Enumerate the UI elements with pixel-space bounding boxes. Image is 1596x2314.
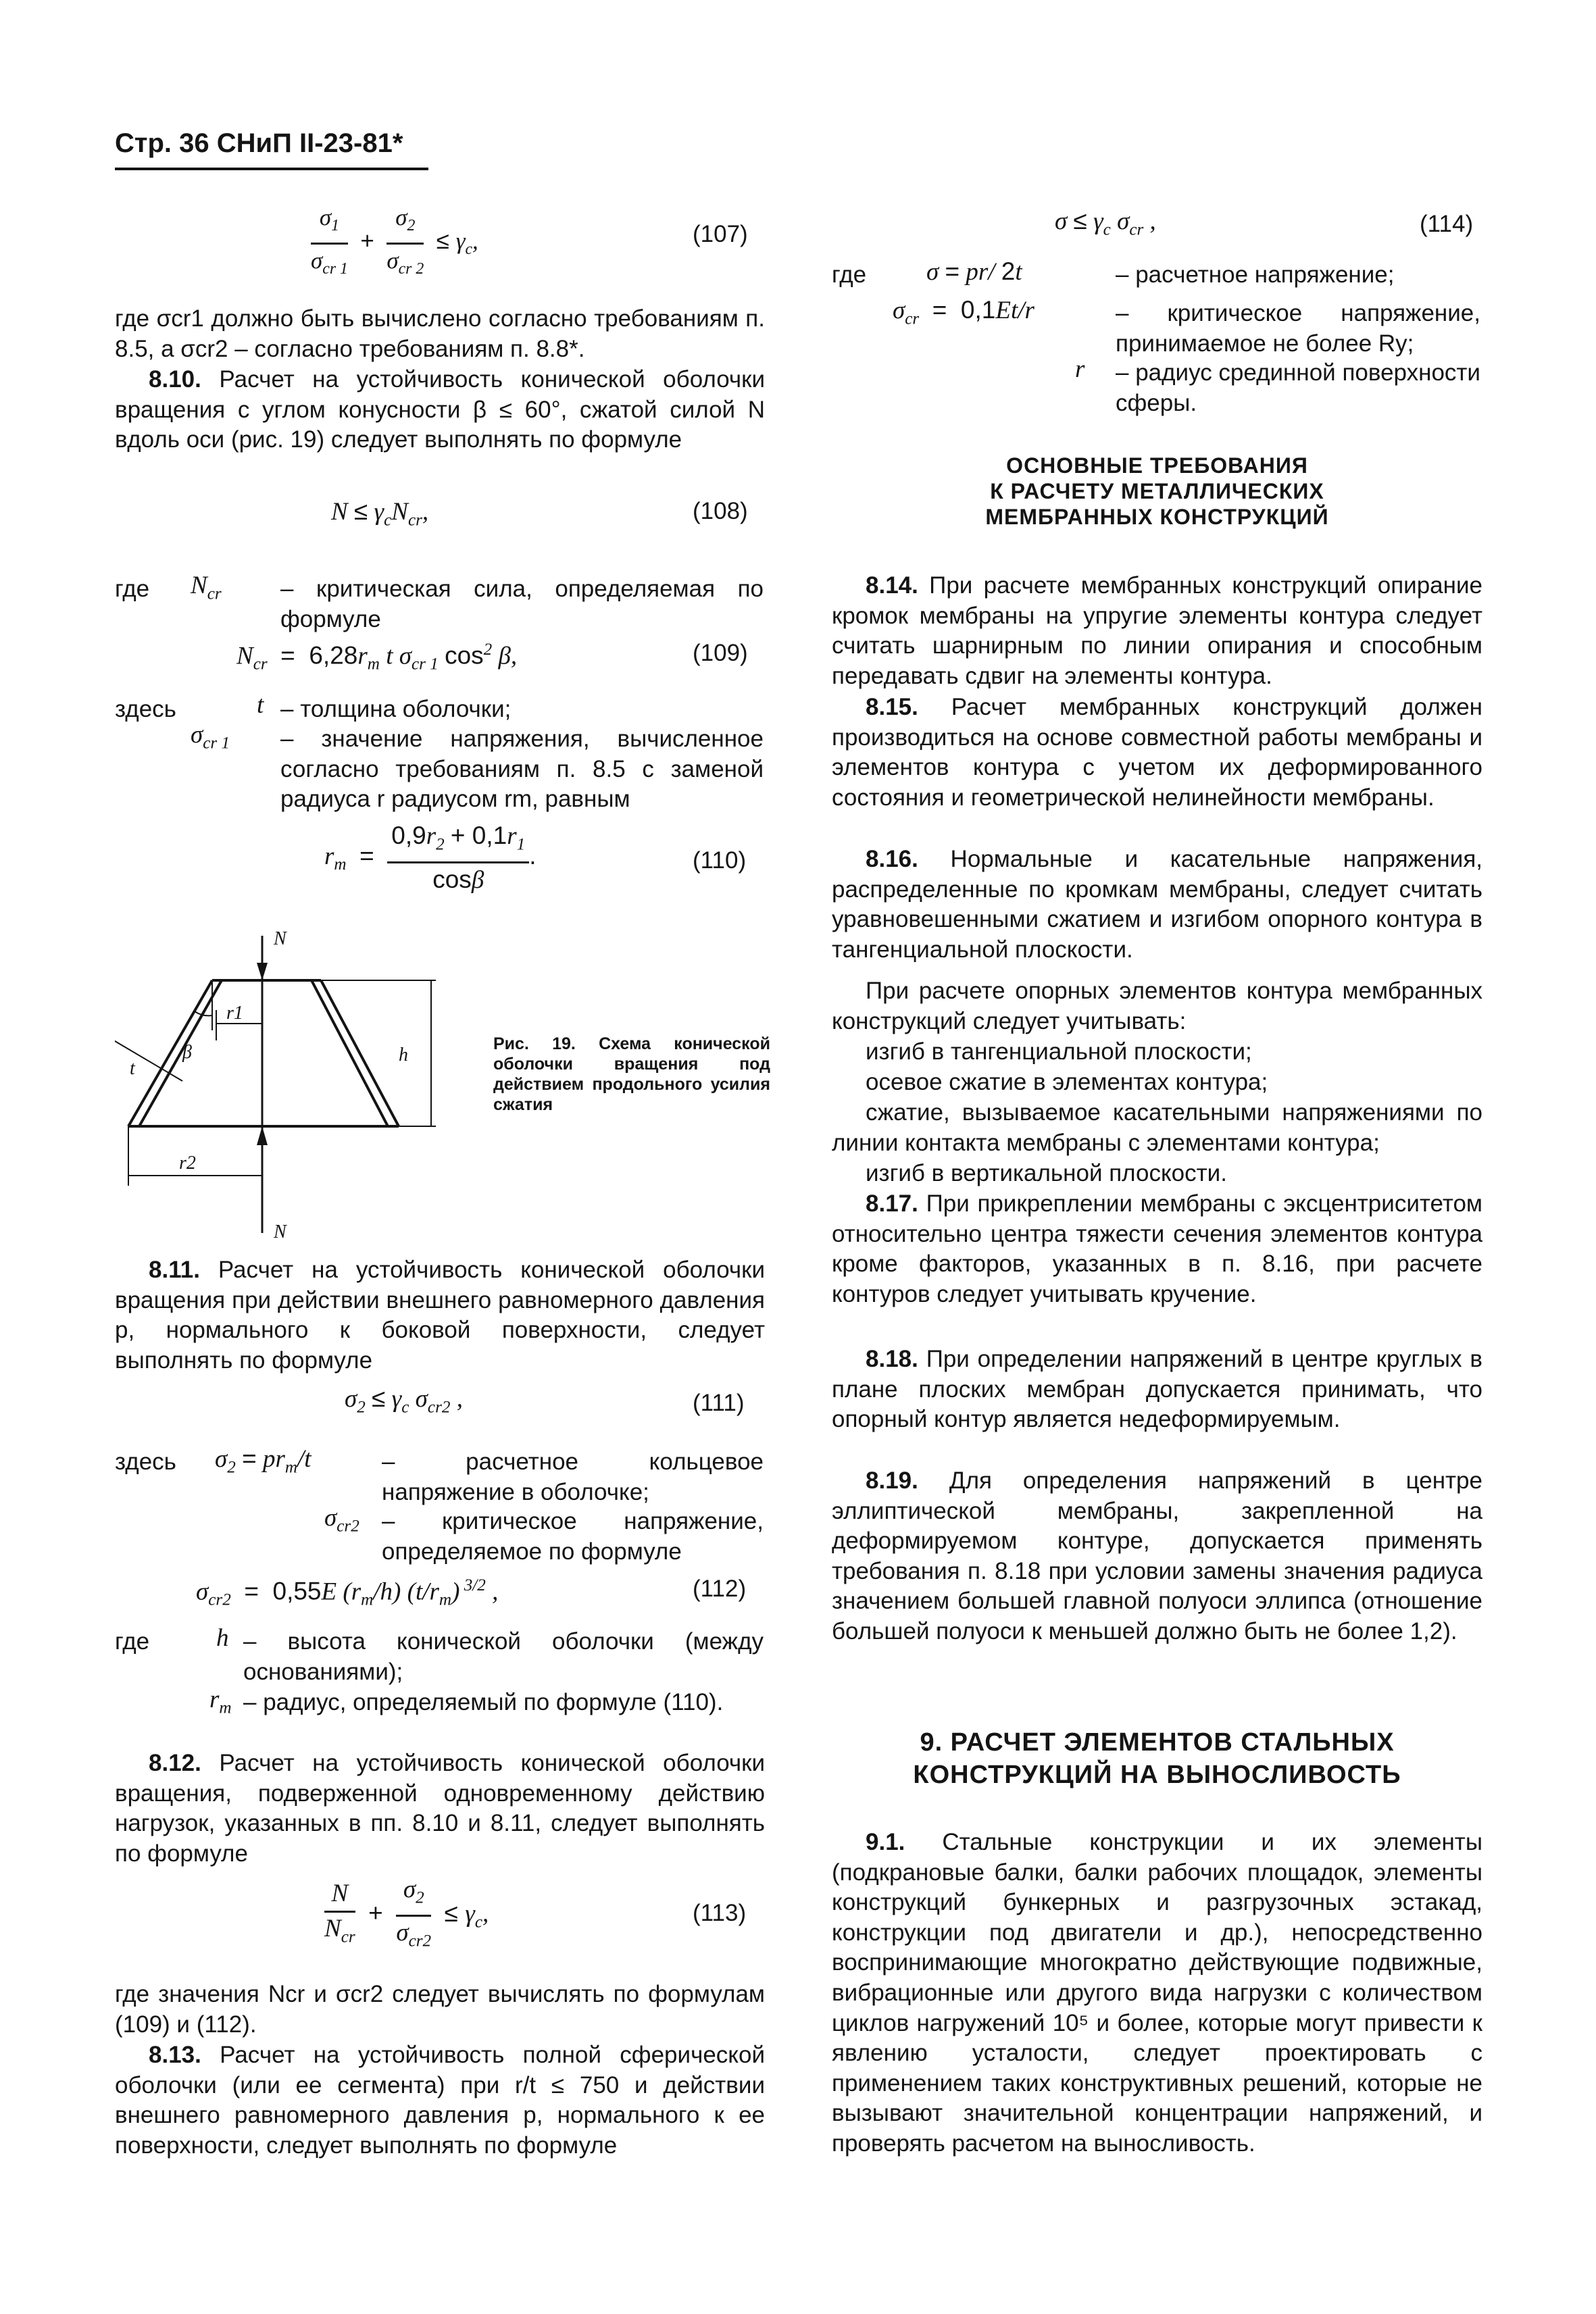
formula-108: $N \le \gamma_cN_{cr}$, <box>331 497 429 530</box>
t-description: – толщина оболочки; <box>280 696 512 722</box>
symbol-scr: $\sigma_{cr} = 0,1Et/r$ <box>893 296 1034 328</box>
paragraph-after-113: где значения Ncr и σcr2 следует вычислять по формулам (109) и (112). <box>115 1981 765 2038</box>
clause-text: Стальные конструкции и их элементы (подкрановые балки, балки рабочих площадок, элементы конструкций бункерных и разгрузочных эстакад, конструкции под двигатели и др.), непосредственно воспринимающие многократно действующие подвижные, вибрационные или другого вида нагрузки с количеством циклов нагружений 10⁵ и более, которые могут привести к явлению усталости, следует проектировать с применением таких конструктивных решений, которые не вызывают значительной концентрации напряжений, и проверять расчетом на выносливость. <box>832 1829 1482 2157</box>
clause-number: 8.11. <box>149 1257 200 1283</box>
paragraph-after-107: где σcr1 должно быть вычислено согласно требованиям п. 8.5, а σcr2 – согласно требованиям п. 8.8*. <box>115 305 765 362</box>
fig-label-t: t <box>130 1058 135 1079</box>
clause-text: Нормальные и касательные напряжения, распределенные по кромкам мембраны, следует считать уравновешенными сжатием и изгибом опорного контура в тангенциальной плоскости. <box>832 846 1482 963</box>
fig-label-n-bottom: N <box>274 1222 286 1242</box>
heading-line: 9. РАСЧЕТ ЭЛЕМЕНТОВ СТАЛЬНЫХ <box>920 1728 1395 1757</box>
eq-number-114: (114) <box>1420 211 1474 237</box>
heading-line: МЕМБРАННЫХ КОНСТРУКЦИЙ <box>985 505 1329 529</box>
clause-text: Для определения напряжений в центре эллиптической мембраны, закрепленной на деформируемом контуре, допускается применять требования п. 8.18 при условии замены значения радиуса значением большей главной полуоси эллипса (отношение большей полуоси к меньшей должно быть не более 1,2). <box>832 1467 1482 1644</box>
clause-text: Расчет на устойчивость конической оболочки вращения, подверженной одновременному действию нагрузок, указанных в пп. 8.10 и 8.11, следует выполнять по формуле <box>115 1750 766 1867</box>
heading-line: КОНСТРУКЦИЙ НА ВЫНОСЛИВОСТЬ <box>913 1761 1401 1789</box>
paragraph-8-11 <box>115 1255 765 1376</box>
symbol-ncr: $N_{cr}$ <box>191 572 222 603</box>
formula-110: $r_m$ = $\frac{0,9r_2 + 0,1r_1}{\cos\beta}$ . <box>324 822 537 894</box>
formula-114: $\sigma \le \gamma_c$ $\sigma_{cr}$ , <box>1055 207 1156 239</box>
clause-number: 9.1. <box>866 1829 905 1855</box>
fig-label-h: h <box>399 1045 408 1065</box>
label-gde: где <box>832 261 867 288</box>
rm-description: – радиус, определяемый по формуле (110). <box>243 1689 724 1715</box>
list-item: изгиб в тангенциальной плоскости; <box>866 1038 1252 1065</box>
clause-number: 8.16. <box>866 846 918 872</box>
clause-text: Расчет на устойчивость конической оболочки вращения с углом конусности β ≤ 60°, сжатой силой N вдоль оси (рис. 19) следует выполнять по формуле <box>115 366 766 453</box>
paragraph-8-14 <box>832 571 1482 691</box>
clause-text: Расчет мембранных конструкций должен производиться на основе совместной работы мембраны и элементов контура с учетом их деформированного состояния и геометрической нелинейности мембраны. <box>832 694 1483 811</box>
clause-text: При расчете мембранных конструкций опирание кромок мембраны на упругие элементы контура следует считать шарнирным по линии опирания и способным передавать сдвиг на элементы контура. <box>832 572 1482 689</box>
figure-19-caption: Рис. 19. Схема конической оболочки вращения под действием продольного усилия сжатия <box>493 1034 770 1114</box>
clause-number: 8.19. <box>866 1467 918 1494</box>
paragraph-support: При расчете опорных элементов контура мембранных конструкций следует учитывать: <box>832 978 1482 1034</box>
heading-line: ОСНОВНЫЕ ТРЕБОВАНИЯ <box>1006 453 1308 478</box>
paragraph-8-19 <box>832 1466 1482 1647</box>
page-header: Стр. 36 СНиП II-23-81* <box>115 128 403 158</box>
scr-description: – критическое напряжение, принимаемое не более Ry; <box>1116 300 1480 357</box>
clause-text: Расчет на устойчивость полной сферической оболочки (или ее сегмента) при r/t ≤ 750 и действии внешнего равномерного давления p, нормального к ее поверхности, следует выполнять по формуле <box>115 2042 766 2159</box>
clause-text: При определении напряжений в центре круглых в плане плоских мембран допускается принимать, что опорный контур является недеформируемым. <box>832 1346 1482 1433</box>
h-description: – высота конической оболочки (между основаниями); <box>243 1628 764 1685</box>
list-item: изгиб в вертикальной плоскости. <box>866 1160 1227 1186</box>
clause-number: 8.13. <box>149 2042 201 2068</box>
scr1-description: – значение напряжения, вычисленное согласно требованиям п. 8.5 с заменой радиуса r радиусом rm, равным <box>280 726 764 813</box>
eq-number-112: (112) <box>693 1576 747 1602</box>
paragraph-8-16 <box>832 845 1482 965</box>
formula-107: $\frac{\sigma_1}{\sigma_{cr 1}}$ + $\frac{\sigma_2}{\sigma_{cr 2}}$ ≤ $\gamma_c$, <box>311 204 478 278</box>
eq-number-110: (110) <box>693 847 747 874</box>
sigma-description: – расчетное напряжение; <box>1116 261 1395 288</box>
symbol-scr2: $\sigma_{cr2}$ <box>324 1504 359 1536</box>
eq-number-108: (108) <box>693 498 748 524</box>
ncr-description: – критическая сила, определяемая по формуле <box>280 576 764 632</box>
fig-label-r1: r1 <box>226 1003 243 1024</box>
paragraph-8-18 <box>832 1344 1482 1435</box>
eq-number-111: (111) <box>693 1390 745 1416</box>
paragraph-8-17 <box>832 1189 1482 1309</box>
clause-number: 8.17. <box>866 1190 918 1217</box>
symbol-r: r <box>1075 355 1085 383</box>
formula-112: $\sigma_{cr2} = 0,55E$ $(r_m/h)$ $(t/r_m)$ $^{3/2}$ , <box>196 1576 499 1609</box>
s2-description: – расчетное кольцевое напряжение в оболочке; <box>382 1449 764 1505</box>
section-heading-9 <box>832 1726 1482 1791</box>
figure-19-diagram <box>115 922 473 1247</box>
symbol-t: t <box>257 691 264 719</box>
paragraph-8-10 <box>115 365 765 455</box>
clause-text: При прикреплении мембраны с эксцентриситетом относительно центра тяжести сечения элементов контура кроме факторов, указанных в п. 8.16, при расчете контуров следует учитывать кручение. <box>832 1190 1482 1307</box>
fig-label-r2: r2 <box>179 1153 196 1174</box>
eq-number-109: (109) <box>693 640 748 666</box>
clause-number: 8.18. <box>866 1346 918 1372</box>
label-gde-2: где <box>115 1628 150 1655</box>
clause-number: 8.14. <box>866 572 918 599</box>
symbol-sigma: σ = pr/ 2t <box>926 257 1022 286</box>
symbol-s2: $\sigma_2 = pr_m/t$ <box>215 1444 311 1477</box>
r-description: – радиус срединной поверхности сферы. <box>1116 359 1480 416</box>
paragraph-8-13 <box>115 2040 765 2161</box>
paragraph-9-1 <box>832 1828 1482 2159</box>
clause-number: 8.12. <box>149 1750 201 1776</box>
paragraph-8-15 <box>832 693 1482 813</box>
heading-line: К РАСЧЕТУ МЕТАЛЛИЧЕСКИХ <box>990 479 1324 503</box>
header-rule <box>115 168 428 170</box>
paragraph-8-12 <box>115 1749 765 1869</box>
formula-111: $\sigma_2 \le \gamma_c$ $\sigma_{cr2}$ , <box>345 1384 463 1417</box>
symbol-rm: $r_m$ <box>209 1686 232 1717</box>
label-gde: где <box>115 576 150 602</box>
formula-113: $\frac{N}{N_{cr}}$ + $\frac{\sigma_2}{\sigma_{cr2}}$ ≤ $\gamma_c$, <box>324 1876 489 1951</box>
symbol-h: h <box>216 1624 229 1652</box>
scr2-description: – критическое напряжение, определяемое по формуле <box>382 1508 764 1565</box>
list-item: осевое сжатие в элементах контура; <box>866 1069 1268 1095</box>
symbol-scr1: $\sigma_{cr 1}$ <box>191 721 230 753</box>
clause-number: 8.15. <box>866 694 918 720</box>
label-zdes: здесь <box>115 696 176 722</box>
eq-number-107: (107) <box>693 221 748 247</box>
fig-label-n-top: N <box>274 928 286 949</box>
fig-label-beta: β <box>182 1042 192 1063</box>
label-zdes-2: здесь <box>115 1449 176 1475</box>
eq-number-113: (113) <box>693 1900 747 1926</box>
clause-text: Расчет на устойчивость конической оболочки вращения при действии внешнего равномерного давления p, нормального к боковой поверхности, следует выполнять по формуле <box>115 1257 765 1374</box>
formula-109: $N_{cr} = 6,28r_m$ t $\sigma_{cr 1}$ $\cos^2 \beta$, <box>236 640 518 674</box>
section-heading-membrane <box>832 453 1482 530</box>
clause-number: 8.10. <box>149 366 201 393</box>
list-item: сжатие, вызываемое касательными напряжениями по линии контакта мембраны с элементами контура; <box>832 1099 1482 1156</box>
